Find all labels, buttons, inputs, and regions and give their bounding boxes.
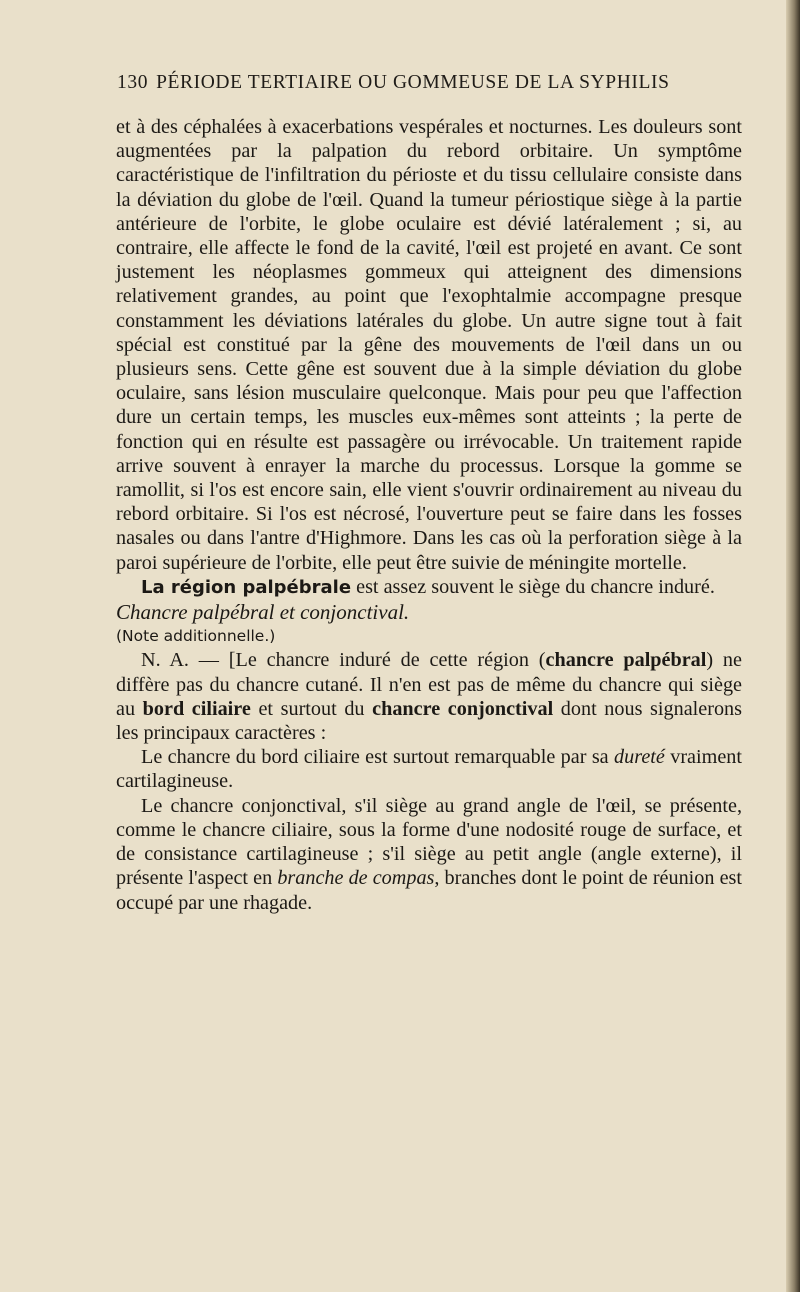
bold-term: bord ciliaire	[142, 697, 251, 720]
page-edge	[786, 0, 800, 1292]
paragraph-text: Le chancre conjonctival, s'il siège au grand angle de l'œil, se présente, comme le chancre ciliaire, sous la forme d'une nodosité rouge de surface, et de consistance cartilagineuse ; s'il siège au petit angle (angle externe), il présente l'aspect en	[116, 794, 742, 890]
running-title: PÉRIODE TERTIAIRE OU GOMMEUSE DE LA SYPHILIS	[156, 72, 670, 93]
paragraph-text: N. A. — [Le chancre induré de cette région (	[141, 649, 546, 672]
section-note: (Note additionnelle.)	[116, 627, 276, 646]
paragraph-palpebral-region	[116, 575, 742, 600]
page-number: 130	[117, 72, 149, 93]
paragraph-conjunctival	[116, 794, 742, 915]
running-header	[117, 72, 737, 94]
paragraph-text: vraiment cartilagineuse.	[116, 746, 742, 793]
paragraph-note	[116, 648, 742, 745]
paragraph-text: ) ne diffère pas du chancre cutané. Il n'en est pas de même du chancre qui siège au	[116, 649, 742, 720]
paragraph-text: et surtout du	[250, 697, 373, 720]
italic-term: branche de compas	[277, 867, 435, 890]
page-body	[116, 115, 742, 915]
paragraph-orbit: et à des céphalées à exacerbations vespérales et nocturnes. Les douleurs sont augmentées par la palpation du rebord orbitaire. Un symptôme caractéristique de l'infiltration du périoste et du tissu cellulaire consiste dans la déviation du globe de l'œil. Quand la tumeur périostique siège à la partie antérieure de l'orbite, le globe oculaire est dévié latéralement ; si, au contraire, elle affecte le fond de la cavité, l'œil est projeté en avant. Ce sont justement les néoplasmes gommeux qui atteignent des dimensions relativement grandes, au point que l'exophtalmie accompagne presque constamment les déviations latérales du globe. Un autre signe tout à fait spécial est constitué par la gêne des mouvements de l'œil dans un ou plusieurs sens. Cette gêne est souvent due à la simple déviation du globe oculaire, sans lésion musculaire quelconque. Mais pour peu que l'affection dure un certain temps, les muscles eux-mêmes sont atteints ; la perte de fonction qui en résulte est passagère ou irrévocable. Un traitement rapide arrive souvent à enrayer la marche du processus. Lorsque la gomme se ramollit, si l'os est encore sain, elle vient s'ouvrir ordinairement au niveau du rebord orbitaire. Si l'os est nécrosé, l'ouverture peut se faire dans les fosses nasales ou dans l'antre d'Highmore. Dans les cas où la perforation siège à la paroi supérieure de l'orbite, elle peut être suivie de méningite mortelle.	[116, 116, 742, 574]
paragraph-text: Le chancre du bord ciliaire est surtout remarquable par sa	[141, 746, 615, 769]
paragraph-text: est assez souvent le siège du chancre induré.	[351, 575, 715, 598]
bold-term: chancre conjonctival	[372, 697, 554, 720]
paragraph-text: dont nous signalerons les principaux caractères :	[116, 697, 742, 745]
section-heading: Chancre palpébral et conjonctival.	[116, 600, 410, 625]
paragraph-ciliary	[116, 745, 742, 793]
bold-term: La région palpébrale	[141, 576, 352, 598]
bold-term: chancre palpébral	[545, 649, 707, 672]
italic-term: dureté	[614, 746, 665, 769]
paragraph-text: , branches dont le point de réunion est occupé par une rhagade.	[116, 867, 743, 914]
